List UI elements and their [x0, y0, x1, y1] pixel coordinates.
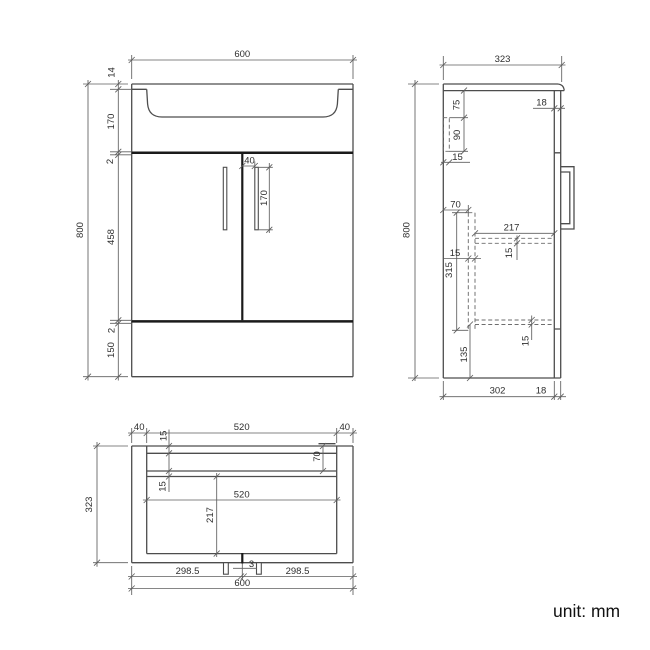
dim-side-overall-height: 800: [401, 222, 413, 238]
dim-front-overall-height: 800: [75, 222, 87, 238]
front-left-door-handle: [223, 167, 227, 230]
front-dimension-ticks: [85, 57, 356, 380]
dim-plan-door-width-left: 298.5: [175, 565, 200, 577]
dim-front-basin-height: 170: [106, 113, 118, 130]
side-dimension-ticks: [412, 62, 565, 400]
dim-plan-back-rail-offset: 70: [312, 451, 324, 462]
unit-note: unit: mm: [553, 601, 621, 621]
dim-side-door-thickness-bottom: 18: [535, 385, 547, 397]
dim-front-handle-offset: 40: [244, 155, 255, 167]
plan-right-door-handle: [257, 563, 262, 575]
dim-front-overall-width: 600: [234, 49, 251, 61]
front-dimension-lines: [83, 55, 357, 381]
dim-plan-back-panel-thickness: 15: [158, 430, 170, 442]
plan-view: [84, 422, 357, 595]
front-right-door-handle: [255, 167, 258, 230]
dim-plan-inner-width-top: 520: [233, 422, 250, 434]
dim-side-fixing-depth: 15: [452, 152, 463, 163]
dim-front-door-height: 458: [106, 229, 118, 245]
side-wall-fixing-bracket: [443, 118, 449, 152]
dim-side-divider-thickness: 15: [449, 247, 461, 259]
dim-plan-door-gap: 3: [248, 559, 255, 571]
dim-side-shelf-depth: 217: [503, 222, 520, 234]
dim-side-divider-offset: 70: [450, 199, 461, 211]
dim-plan-overall-depth: 323: [84, 496, 96, 513]
dim-plan-end-panel-right: 40: [339, 422, 351, 434]
dim-side-bottom-panel-thickness: 15: [520, 335, 532, 347]
side-internal-divider: [468, 213, 475, 331]
dim-plan-end-panel-left: 40: [133, 422, 145, 434]
dim-plan-door-width-right: 298.5: [285, 565, 310, 577]
dim-front-plinth-height: 150: [106, 342, 118, 358]
dim-front-bottom-gap: 2: [106, 327, 118, 334]
dim-side-door-thickness: 18: [536, 97, 547, 109]
side-bottom-panel: [475, 320, 554, 325]
dim-front-top-gap: 2: [105, 158, 117, 165]
plan-left-door-handle: [224, 563, 229, 575]
dim-side-plinth-height: 135: [459, 346, 470, 363]
dim-side-overall-depth: 323: [494, 54, 511, 65]
dim-side-fixing-height: 90: [452, 129, 464, 141]
side-view: [402, 54, 574, 400]
dim-plan-overall-width: 600: [234, 578, 251, 589]
dim-side-carcass-depth: 302: [489, 385, 506, 397]
dim-side-shelf-thickness: 15: [504, 247, 515, 259]
dim-side-divider-height: 315: [444, 262, 455, 278]
dim-plan-inner-depth: 217: [205, 507, 217, 523]
dim-plan-back-rail-thickness: 15: [157, 481, 169, 492]
front-view: [75, 49, 357, 380]
dim-front-handle-length: 170: [259, 190, 270, 206]
dim-plan-inner-width: 520: [233, 489, 250, 501]
dim-side-fixing-offset: 75: [451, 99, 463, 111]
dim-front-rim-height: 14: [106, 67, 118, 78]
side-door-handle: [561, 167, 574, 229]
